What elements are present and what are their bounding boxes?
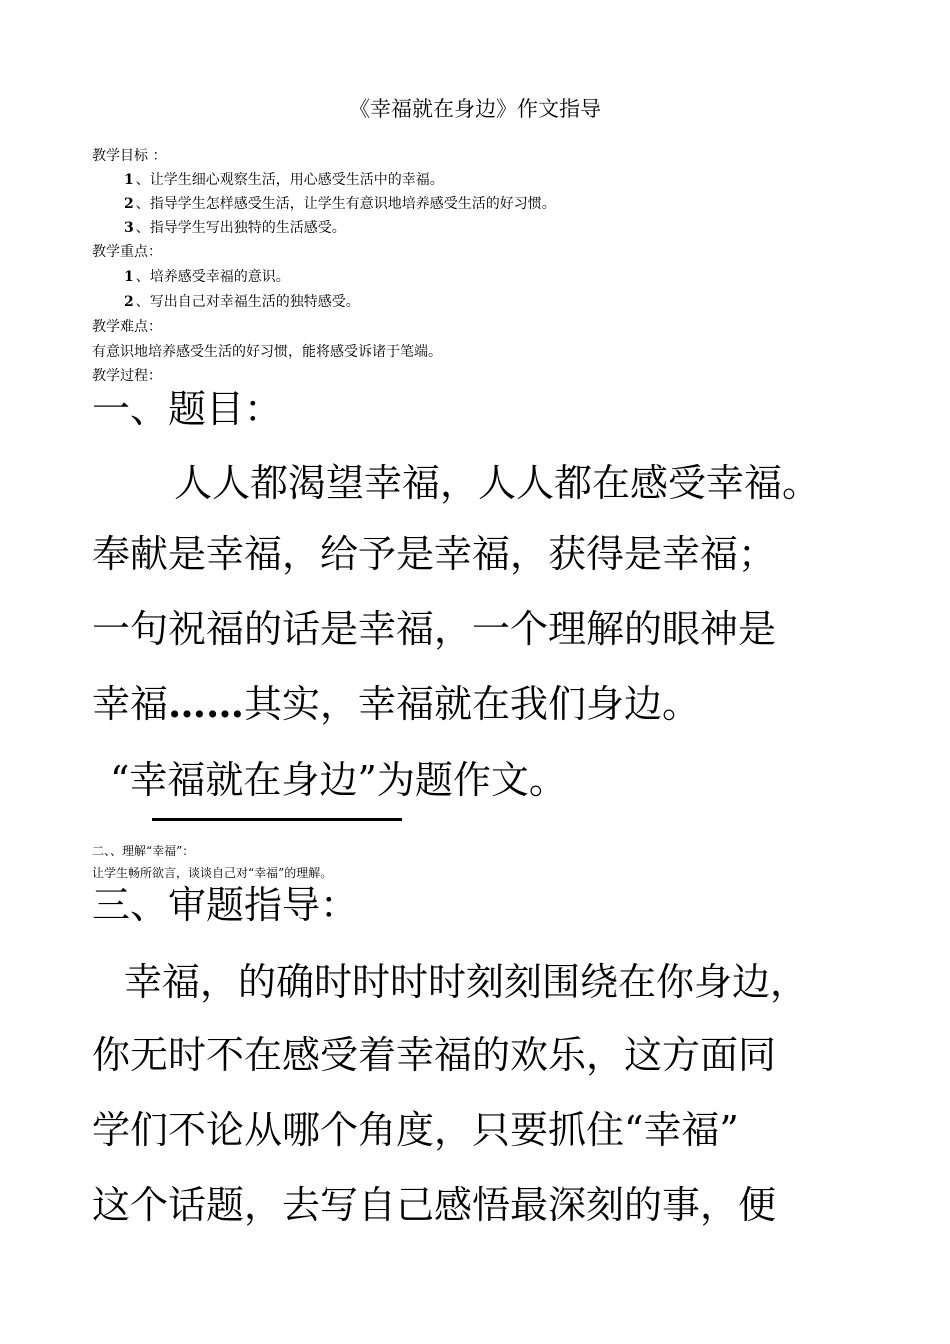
- section2-text: 让学生畅所欲言，谈谈自己对“幸福”的理解。: [92, 866, 333, 880]
- goal-item-3: [124, 218, 346, 238]
- section1-line-3: 一句祝福的话是幸福，一个理解的眼神是: [92, 607, 777, 651]
- section1-line-4-ellipsis: ……: [168, 681, 245, 726]
- section1-line-4: [92, 676, 700, 732]
- goal-item-1-number: 1: [124, 172, 134, 188]
- section3-line-3: 学们不论从哪个角度，只要抓住“幸福”: [92, 1108, 739, 1152]
- goal-item-1: [124, 170, 444, 190]
- blank-underline: [152, 818, 402, 821]
- section3-line-4: 这个话题，去写自己感悟最深刻的事，便: [92, 1183, 777, 1227]
- section1-heading: 一、题目：: [92, 387, 283, 431]
- difficulty-text: 有意识地培养感受生活的好习惯，能将感受诉诸于笔端。: [92, 344, 442, 360]
- section1-line-4-prefix: 幸福: [92, 682, 169, 726]
- goals-label: 教学目标 ：: [92, 148, 167, 164]
- goal-item-2-number: 2: [124, 196, 134, 212]
- difficulty-label: 教学难点：: [92, 319, 162, 335]
- goal-item-2: [124, 194, 556, 214]
- key-points-label: 教学重点：: [92, 244, 162, 260]
- key-point-item-1-number: 1: [124, 269, 134, 285]
- goal-item-1-text: 、让学生细心观察生活，用心感受生活中的幸福。: [135, 172, 444, 188]
- section3-heading: 三、审题指导：: [92, 883, 359, 927]
- process-label: 教学过程：: [92, 368, 162, 384]
- section1-line-2: 奉献是幸福，给予是幸福，获得是幸福；: [92, 532, 777, 576]
- key-point-item-2-number: 2: [124, 294, 134, 310]
- goal-item-3-text: 、指导学生写出独特的生活感受。: [135, 220, 346, 236]
- section1-line-1: 人人都渴望幸福，人人都在感受幸福。: [174, 461, 821, 505]
- document-title: 《幸福就在身边》作文指导: [349, 97, 601, 121]
- goal-item-2-text: 、指导学生怎样感受生活，让学生有意识地培养感受生活的好习惯。: [135, 196, 556, 212]
- key-point-item-1: [124, 267, 290, 287]
- section3-line-2: 你无时不在感受着幸福的欢乐，这方面同: [92, 1033, 777, 1077]
- section3-line-1: 幸福，的确时时时时刻刻围绕在你身边，: [124, 960, 809, 1004]
- key-point-item-2: [124, 292, 360, 312]
- section2-heading: 二、、理解“幸福”：: [92, 844, 195, 858]
- section1-line-5: “幸福就在身边”为题作文。: [110, 758, 567, 802]
- key-point-item-1-text: 、培养感受幸福的意识。: [135, 269, 290, 285]
- section1-line-4-rest: 其实，幸福就在我们身边。: [244, 682, 701, 726]
- key-point-item-2-text: 、写出自己对幸福生活的独特感受。: [135, 294, 360, 310]
- goal-item-3-number: 3: [124, 220, 134, 236]
